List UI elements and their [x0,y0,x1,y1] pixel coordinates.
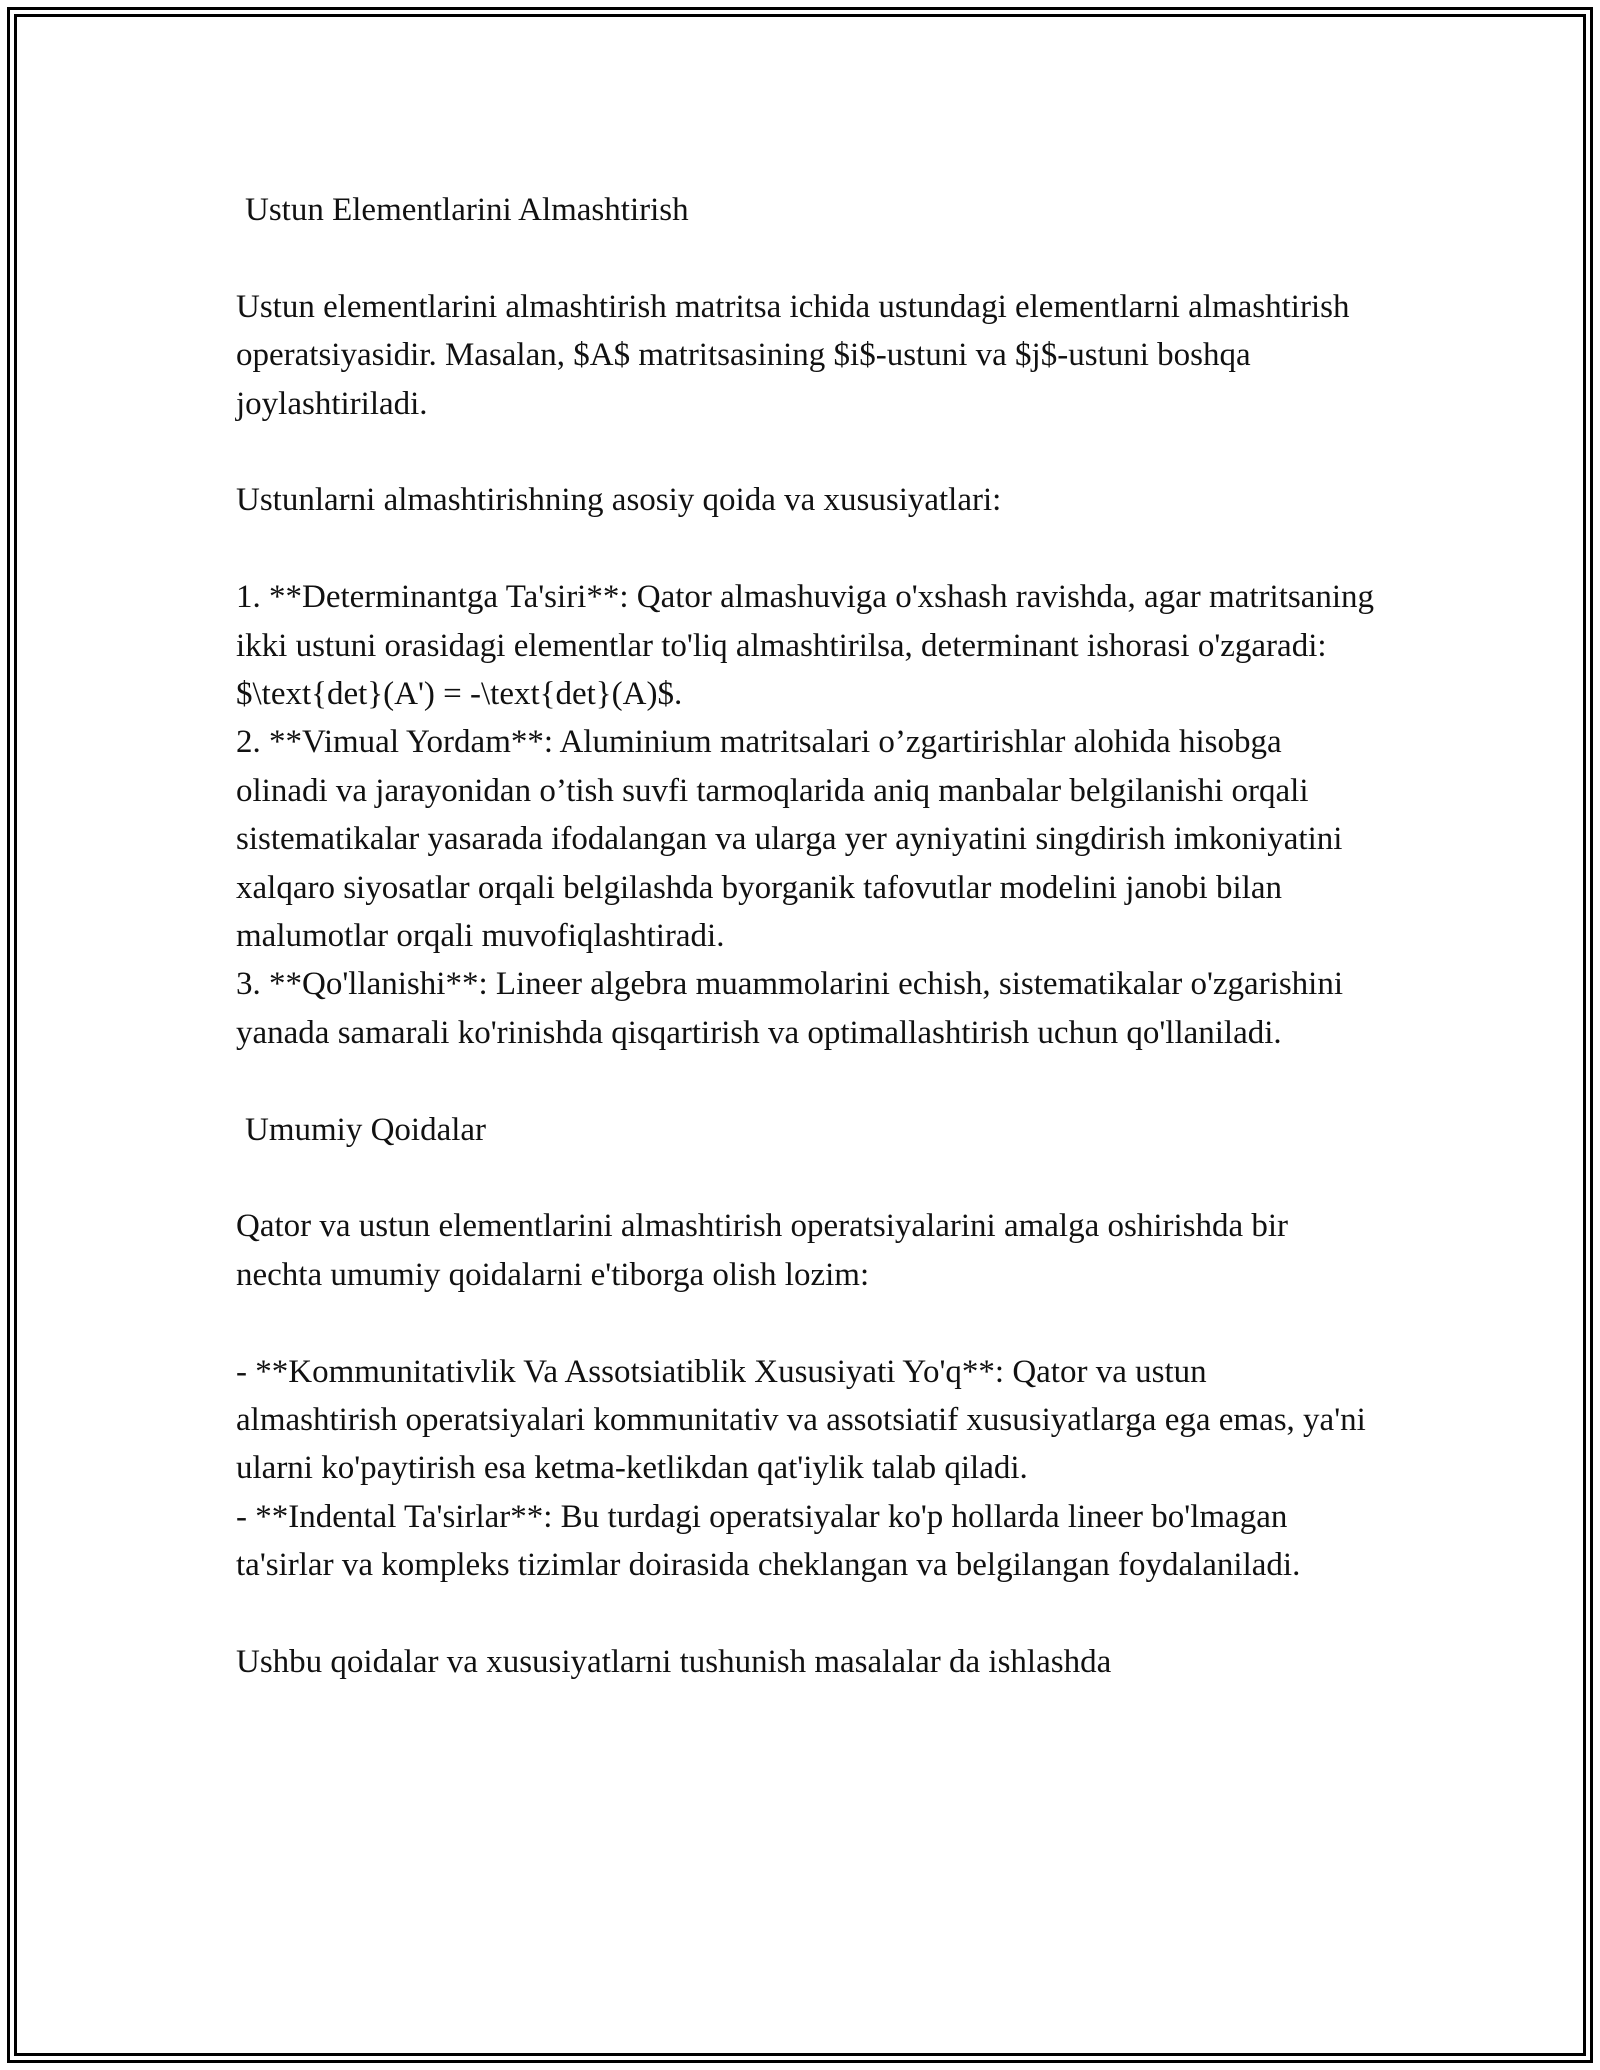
document-body [236,186,1376,1686]
spacer [236,1590,1376,1638]
spacer [236,1154,1376,1202]
general-rules-intro-paragraph: Qator va ustun elementlarini almashtirish operatsiyalarini amalga oshirishda bir nechta umumiy qoidalarni e'tiborga olish lozim: [236,1208,1289,1293]
column-swap-lead-paragraph: Ustunlarni almashtirishning asosiy qoida va xususiyatlari: [236,482,1002,519]
list-item-indental-effects: - **Indental Ta'sirlar**: Bu turdagi operatsiyalar ko'p hollarda lineer bo'lmagan ta'sirlar va kompleks tizimlar doirasida cheklangan va belgilangan foydalaniladi. [236,1498,1301,1584]
spacer [236,428,1376,476]
section-heading-general-rules: Umumiy Qoidalar [245,1111,487,1148]
section-heading-column-swap: Ustun Elementlarini Almashtirish [245,192,689,228]
spacer [236,525,1376,573]
spacer [236,1057,1376,1105]
spacer [236,1299,1376,1347]
list-item-commutativity: - **Kommunitativlik Va Assotsiatiblik Xususiyati Yo'q**: Qator va ustun almashtirish operatsiyalari kommunitativ va assotsiatif xususiyatlarga ega emas, ya'ni ularni ko'paytirish esa ketma-ketlikdan qat'iylik talab qiladi. [236,1353,1366,1487]
closing-paragraph: Ushbu qoidalar va xususiyatlarni tushunish masalalar da ishlashda [236,1644,1112,1681]
spacer [236,234,1376,282]
list-item-application: 3. **Qo'llanishi**: Lineer algebra muammolarini echish, sistematikalar o'zgarishini yanada samarali ko'rinishda qisqartirish va optimallashtirish uchun qo'llaniladi. [236,966,1344,1051]
list-item-vimual-yordam: 2. **Vimual Yordam**: Aluminium matritsalari o’zgartirishlar alohida hisobga olinadi va jarayonidan o’tish suvfi tarmoqlarida aniq manbalar belgilanishi orqali sistematikalar yasarada ifodalangan va ularga yer ayniyatini singdirish imkoniyatini xalqaro siyosatlar orqali belgilashda byorganik tafovutlar modelini janobi bilan malumotlar orqali muvofiqlashtiradi. [236,724,1343,955]
list-item-determinant: 1. **Determinantga Ta'siri**: Qator almashuviga o'xshash ravishda, agar matritsaning ikki ustuni orasidagi elementlar to'liq almashtirilsa, determinant ishorasi o'zgaradi: $\text{det}(A') = -\text{det}(A)$. [236,579,1375,713]
column-swap-intro-paragraph: Ustun elementlarini almashtirish matritsa ichida ustundagi elementlarni almashtirish operatsiyasidir. Masalan, $A$ matritsasining $i$-ustuni va $j$-ustuni boshqa joylashtiriladi. [236,288,1350,422]
